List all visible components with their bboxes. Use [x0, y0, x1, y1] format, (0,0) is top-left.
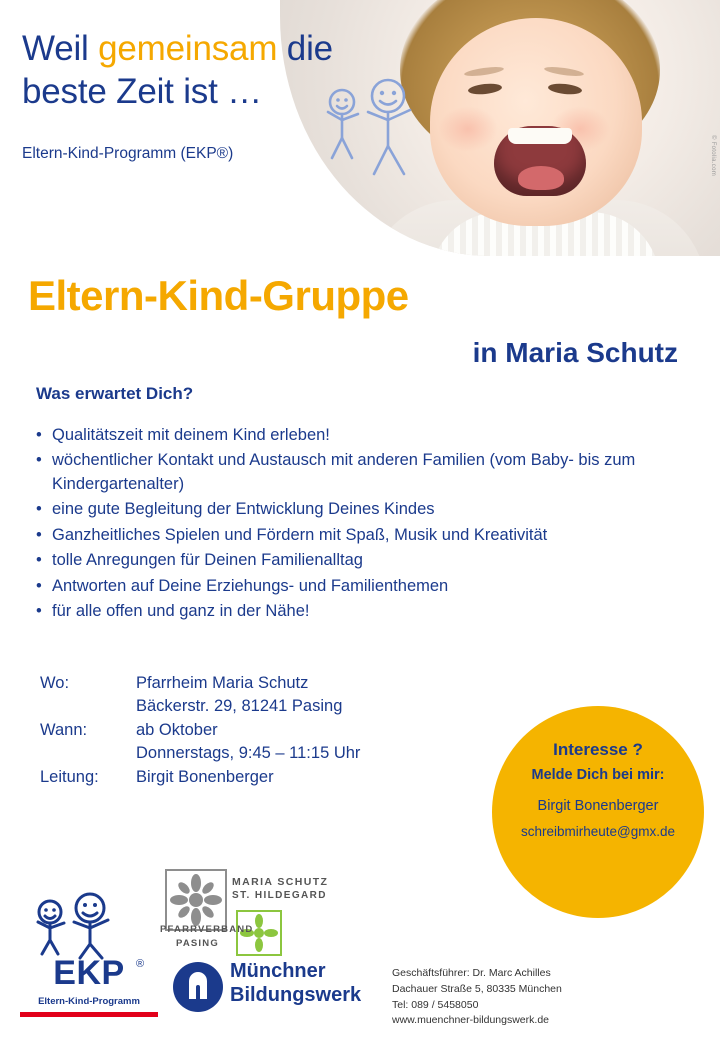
ekp-tagline: Eltern-Kind-Programm [38, 996, 140, 1007]
headline-part2: die [277, 29, 333, 68]
benefits-list [36, 424, 696, 625]
list-item: • für alle offen und ganz in der Nähe! [36, 600, 696, 623]
contact-email[interactable]: schreibmirheute@gmx.de [520, 824, 676, 840]
detail-label: Wann: [40, 720, 88, 739]
contact-name: Birgit Bonenberger [537, 798, 659, 815]
table-row [40, 719, 360, 742]
detail-value: ab Oktober [136, 720, 218, 739]
muenchner-bildungswerk-logo [172, 958, 372, 1020]
detail-label: Wo: [40, 674, 70, 692]
registered-icon: ® [136, 958, 145, 970]
ekp-figures-logo-icon [18, 892, 160, 962]
contact-subtitle: Melde Dich bei mir: [531, 767, 665, 783]
list-item: • Qualitätszeit mit deinem Kind erleben! [36, 424, 696, 447]
details-table [40, 672, 360, 789]
imprint-line1: Geschäftsführer: Dr. Marc Achilles [392, 967, 551, 979]
list-item: • eine gute Begleitung der Entwicklung Deines Kindes [36, 498, 696, 521]
parish-name-line2: ST. HILDEGARD [232, 890, 327, 901]
detail-value: Birgit Bonenberger [136, 767, 274, 786]
list-item: • Ganzheitliches Spielen und Fördern mit Spaß, Musik und Kreativität [36, 524, 696, 547]
imprint-line2: Dachauer Straße 5, 80335 München [392, 982, 562, 995]
section-question: Was erwartet Dich? [36, 384, 194, 403]
table-row [40, 695, 360, 718]
detail-value: Bäckerstr. 29, 81241 Pasing [136, 697, 343, 716]
group-location-title: in Maria Schutz [472, 337, 678, 368]
headline-accent: gemeinsam [98, 29, 278, 68]
contact-callout [492, 706, 704, 918]
table-row [40, 672, 360, 695]
imprint [392, 966, 562, 1029]
table-row [40, 766, 360, 789]
detail-label [40, 695, 136, 718]
detail-label: Leitung: [40, 767, 99, 786]
ekp-red-bar [20, 1012, 158, 1017]
imprint-line4[interactable]: www.muenchner-bildungswerk.de [392, 1014, 549, 1027]
parish-name-line1: MARIA SCHUTZ [232, 876, 329, 888]
parish-name-line4: PASING [176, 938, 219, 949]
list-item: • wöchentlicher Kontakt und Austausch mit anderen Familien (vom Baby- bis zum Kindergartenalter) [36, 449, 696, 496]
detail-value: Pfarrheim Maria Schutz [136, 674, 309, 692]
subtitle: Eltern-Kind-Programm (EKP®) [22, 145, 234, 162]
parish-logo [160, 868, 370, 956]
mbw-name-line1: Münchner [230, 960, 326, 982]
table-row [40, 742, 360, 765]
mbw-name-line2: Bildungswerk [230, 984, 362, 1006]
parish-name-line3: PFARRVERBAND [160, 924, 254, 935]
photo-cheek-left [438, 106, 498, 152]
mbw-monk-icon [172, 960, 224, 1014]
imprint-line3: Tel: 089 / 5458050 [392, 998, 479, 1011]
photo-credit: © Fotolia.com [710, 135, 716, 176]
detail-label [40, 742, 136, 765]
detail-value: Donnerstags, 9:45 – 11:15 Uhr [136, 744, 361, 763]
ekp-figures-icon [312, 72, 432, 187]
contact-title: Interesse ? [553, 740, 643, 759]
page-title [22, 28, 333, 113]
list-item: • tolle Anregungen für Deinen Familienalltag [36, 549, 696, 572]
group-title: Eltern-Kind-Gruppe [28, 272, 409, 319]
header [0, 0, 720, 262]
headline-line2: beste Zeit ist … [22, 71, 262, 111]
list-item: • Antworten auf Deine Erziehungs- und Familienthemen [36, 575, 696, 598]
headline-part1: Weil [22, 29, 99, 68]
photo-tongue [518, 166, 564, 190]
photo-teeth [508, 128, 572, 144]
ekp-wordmark: EKP [53, 954, 125, 992]
ekp-logo [18, 892, 160, 1024]
parish-cross-icon [164, 868, 228, 932]
